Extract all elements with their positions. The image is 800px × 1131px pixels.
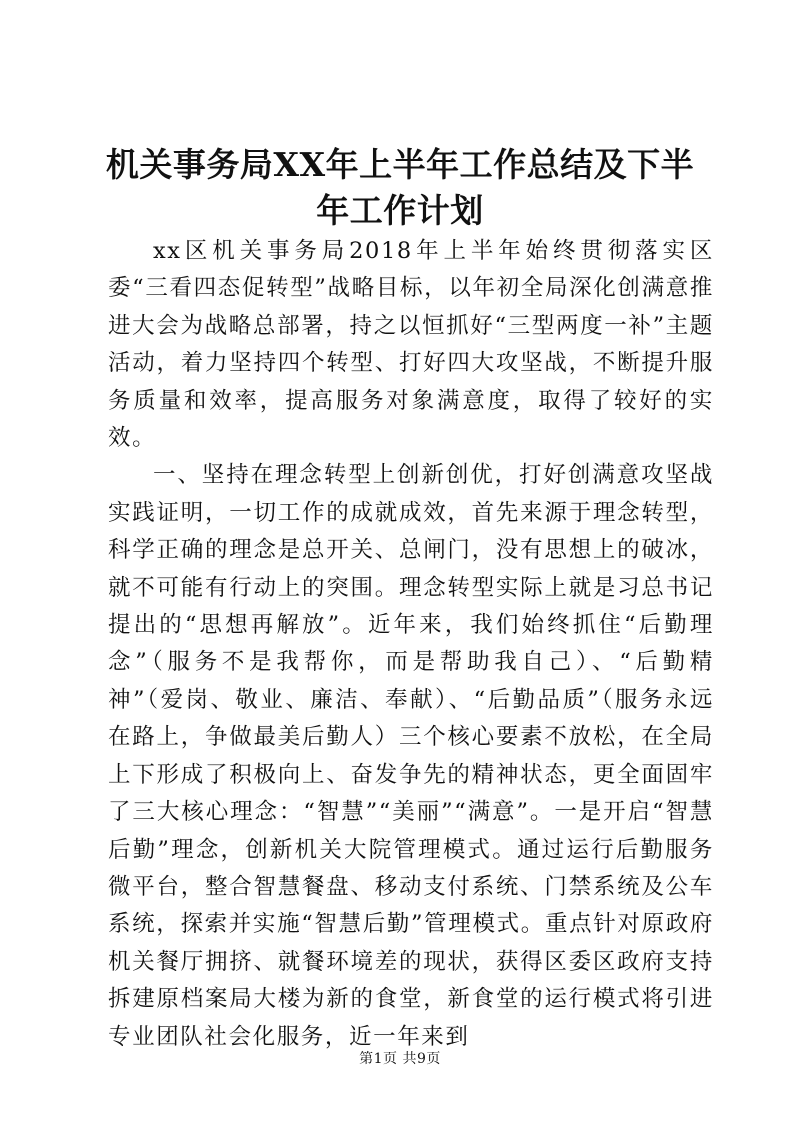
page-footer: 第1页 共9页 [359,1051,441,1067]
document-body [108,233,714,1056]
document-title: 机关事务局XX年上半年工作总结及下半年工作计划 [105,145,695,230]
paragraph-section-one: 一、坚持在理念转型上创新创优，打好创满意攻坚战实践证明，一切工作的成就成效，首先来源于理念转型，科学正确的理念是总开关、总闸门，没有思想上的破冰，就不可能有行动上的突围。理念转型实际上就是习总书记提出的“思想再解放”。近年来，我们始终抓住“后勤理念”（服务不是我帮你，而是帮助我自己）、“后勤精神”（爱岗、敬业、廉洁、奉献）、“后勤品质”（服务永远在路上，争做最美后勤人）三个核心要素不放松，在全局上下形成了积极向上、奋发争先的精神状态，更全面固牢了三大核心理念：“智慧”“美丽”“满意”。一是开启“智慧后勤”理念，创新机关大院管理模式。通过运行后勤服务微平台，整合智慧餐盘、移动支付系统、门禁系统及公车系统，探索并实施“智慧后勤”管理模式。重点针对原政府机关餐厅拥挤、就餐环境差的现状，获得区委区政府支持拆建原档案局大楼为新的食堂，新食堂的运行模式将引进专业团队社会化服务，近一年来到 [108,462,714,1050]
paragraph-intro: xx区机关事务局2018年上半年始终贯彻落实区委“三看四态促转型”战略目标，以年初全局深化创满意推进大会为战略总部署，持之以恒抓好“三型两度一补”主题活动，着力坚持四个转型、打好四大攻坚战，不断提升服务质量和效率，提高服务对象满意度，取得了较好的实效。 [108,238,714,452]
